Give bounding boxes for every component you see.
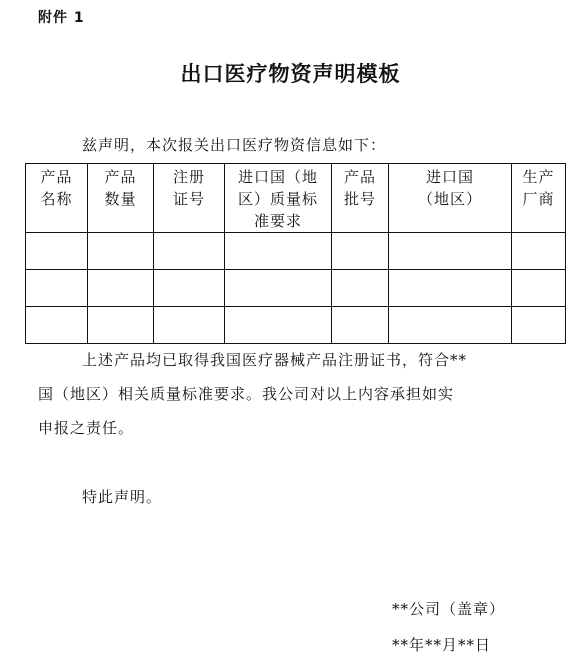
signature-date: **年**月**日 — [392, 636, 492, 654]
table-cell — [389, 233, 512, 270]
closing-statement: 特此声明。 — [82, 488, 163, 506]
declaration-body — [38, 343, 538, 445]
document-title: 出口医疗物资声明模板 — [180, 62, 401, 86]
header-import-country: 进口国（地区） — [389, 164, 512, 233]
table-cell — [512, 233, 566, 270]
header-import-quality-standard: 进口国（地区）质量标准要求 — [225, 164, 332, 233]
table-cell — [154, 233, 225, 270]
table-cell — [154, 270, 225, 307]
table-cell — [88, 270, 154, 307]
header-registration-number: 注册证号 — [154, 164, 225, 233]
table-cell — [88, 307, 154, 344]
header-batch-number: 产品批号 — [332, 164, 389, 233]
table-cell — [389, 270, 512, 307]
header-manufacturer: 生产厂商 — [512, 164, 566, 233]
table-cell — [512, 307, 566, 344]
goods-table — [25, 163, 566, 344]
table-cell — [512, 270, 566, 307]
table-row — [26, 307, 566, 344]
table-cell — [154, 307, 225, 344]
table-cell — [225, 233, 332, 270]
table-cell — [26, 307, 88, 344]
body-line-2: 国（地区）相关质量标准要求。我公司对以上内容承担如实 — [38, 385, 455, 403]
table-header-row — [26, 164, 566, 233]
table-cell — [332, 307, 389, 344]
table-cell — [332, 233, 389, 270]
body-line-1: 上述产品均已取得我国医疗器械产品注册证书，符合** — [82, 351, 468, 369]
company-seal-line: **公司（盖章） — [392, 600, 506, 618]
table-cell — [26, 233, 88, 270]
table-row — [26, 233, 566, 270]
table-cell — [26, 270, 88, 307]
table-cell — [88, 233, 154, 270]
table-cell — [332, 270, 389, 307]
intro-statement: 兹声明，本次报关出口医疗物资信息如下： — [82, 136, 387, 154]
header-product-name: 产品名称 — [26, 164, 88, 233]
table-cell — [225, 270, 332, 307]
table-row — [26, 270, 566, 307]
table-cell — [389, 307, 512, 344]
table-cell — [225, 307, 332, 344]
header-product-quantity: 产品数量 — [88, 164, 154, 233]
attachment-label: 附件 1 — [38, 10, 85, 26]
body-line-3: 申报之责任。 — [38, 419, 135, 437]
